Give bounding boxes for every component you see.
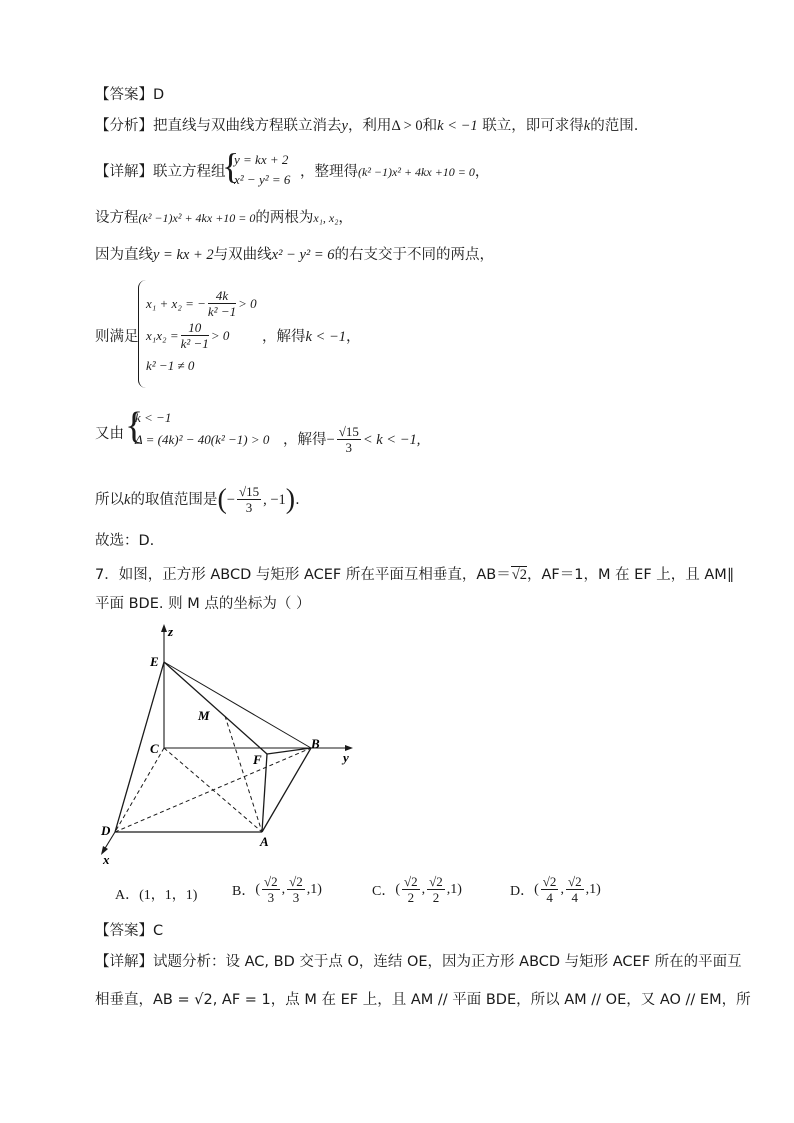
detail-text: 联立方程组: [153, 164, 226, 180]
numerator: 4k: [208, 288, 236, 304]
answer-line: [95, 85, 164, 105]
line-equation: y = kx + 2: [153, 247, 214, 263]
label-B: B: [311, 736, 320, 751]
option-b[interactable]: [232, 874, 322, 905]
option-label: A．: [115, 888, 140, 903]
fraction: [181, 320, 209, 351]
option-tail: ,1): [306, 881, 322, 897]
because-text: 的右支交于不同的两点，: [334, 247, 495, 263]
analysis-line: [95, 116, 638, 136]
condition-product: [146, 320, 229, 351]
also-condition-2: Δ = (4k)² − 40(k² −1) > 0: [135, 432, 270, 447]
also-condition-1: k < −1: [135, 410, 172, 425]
option-tail: ,1): [585, 881, 601, 897]
analysis-tag: 【分析】: [95, 118, 153, 134]
numerator: √2: [404, 874, 418, 889]
range-text: 所以: [95, 491, 124, 508]
label-D: D: [101, 823, 111, 838]
analysis-text: 把直线与双曲线方程联立消去: [153, 118, 342, 134]
tail-text: ，解得: [283, 431, 327, 448]
z-arrow-icon: [161, 624, 167, 632]
numerator: √2: [429, 874, 443, 889]
fraction: [208, 288, 236, 319]
numerator: √15: [338, 424, 359, 439]
paren-open: (: [395, 881, 401, 897]
left-brace: {: [222, 146, 240, 186]
option-text: (1，1，1): [139, 888, 198, 903]
quadratic-equation: (k² −1)x² + 4kx +10 = 0: [138, 211, 256, 225]
option-label: D．: [510, 883, 535, 899]
analysis-text: 和: [422, 118, 438, 134]
satisfy-lead: 则满足: [95, 329, 139, 345]
also-tail: [283, 424, 420, 455]
var-k: k: [124, 491, 131, 508]
edge-EB: [164, 662, 311, 748]
detail-continuation: [300, 162, 489, 182]
range-line: [95, 484, 300, 515]
analysis-text: 联立，即可求得: [477, 118, 584, 134]
answer-tag: 【答案】: [95, 87, 153, 103]
delta-condition: Δ > 0: [391, 118, 423, 134]
minus: −: [226, 491, 235, 508]
label-C: C: [150, 741, 159, 756]
label-A: A: [260, 834, 269, 849]
label-E: E: [150, 654, 159, 669]
denominator: k² −1: [180, 336, 209, 351]
edge-AB: [262, 748, 311, 832]
detail2-line2: 相垂直，AB = √2, AF = 1，点 M 在 EF 上，且 AM // 平面 BDE，所以 AM // OE，又 AO // EM，所: [95, 992, 751, 1008]
var-k: k: [583, 118, 591, 134]
answer-line: [95, 921, 163, 941]
denominator: 4: [546, 890, 553, 905]
minus: −: [326, 431, 335, 448]
satisfy-tail: [262, 327, 361, 347]
tail-text: ，解得: [262, 329, 306, 345]
denominator: 3: [292, 890, 300, 905]
because-line: [95, 245, 494, 265]
range-text: 的取值范围是: [130, 491, 218, 508]
answer-tag: 【答案】: [95, 923, 153, 939]
expr: x₁ + x₂ = −: [146, 295, 206, 311]
system-eq-1: y = kx + 2: [234, 152, 289, 167]
comma: ,: [281, 881, 286, 897]
label-y: y: [343, 750, 349, 765]
choose-line: 故选：D.: [95, 533, 155, 549]
numerator: √2: [542, 874, 557, 889]
label-x: x: [103, 852, 110, 865]
roots-text: 设方程: [95, 210, 139, 226]
label-M: M: [198, 708, 210, 723]
fraction: [337, 424, 361, 455]
paren-open: (: [217, 483, 227, 515]
edge-EF: [164, 662, 267, 754]
interval-end: , −1: [263, 491, 286, 508]
geometry-figure: [95, 620, 365, 865]
label-F: F: [253, 752, 262, 767]
option-tail: ,1): [446, 881, 462, 897]
k-result: k < −1: [305, 329, 347, 345]
expr: x₁x₂ =: [146, 327, 179, 343]
fraction: [402, 874, 420, 905]
question-7-line2: 平面 BDE. 则 M 点的坐标为（ ）: [95, 596, 311, 612]
condition-nonzero: k² −1 ≠ 0: [146, 358, 195, 373]
because-text: 与双曲线: [213, 247, 272, 263]
detail-tag: 【详解】: [95, 164, 153, 180]
root-vars: x₁, x₂: [313, 211, 339, 225]
question-text: 7．如图，正方形 ABCD 与矩形 ACEF 所在平面互相垂直，AB＝: [95, 567, 511, 583]
condition-sum: [146, 288, 257, 319]
paren-open: (: [255, 881, 261, 897]
numerator: √15: [238, 484, 260, 499]
detail-text: 试题分析：设 AC, BD 交于点 O，连结 OE，因为正方形 ABCD 与矩形 ACEF 所在的平面互: [153, 954, 742, 970]
edge-FA: [262, 754, 267, 832]
detail2-line1: [95, 952, 742, 972]
k-condition: k < −1: [437, 118, 478, 134]
expr: > 0: [210, 327, 230, 343]
numerator: √2: [264, 874, 278, 889]
expr: > 0: [238, 295, 257, 311]
detail-text: ，整理得: [300, 164, 358, 180]
punctuation: ，: [338, 210, 353, 226]
answer-value: D: [153, 87, 165, 103]
comma: ,: [421, 881, 426, 897]
comma: ,: [560, 881, 564, 897]
denominator: 4: [571, 890, 578, 905]
denominator: 2: [407, 890, 415, 905]
numerator: 10: [181, 320, 209, 336]
roots-line: [95, 208, 353, 228]
denominator: 3: [267, 890, 275, 905]
edge-CD: [115, 748, 164, 832]
punctuation: ，: [474, 164, 490, 180]
roots-text: 的两根为: [255, 210, 314, 226]
fraction: [427, 874, 445, 905]
fraction: [262, 874, 280, 905]
question-7-line1: [95, 565, 734, 585]
detail-tag: 【详解】: [95, 954, 153, 970]
fraction: [287, 874, 305, 905]
option-c[interactable]: [372, 874, 462, 905]
fraction: [237, 484, 261, 515]
inequality: < k < −1,: [362, 431, 421, 448]
var-y: y: [341, 118, 348, 134]
paren-close: ): [285, 483, 296, 515]
denominator: 3: [345, 440, 352, 455]
numerator: √2: [289, 874, 303, 889]
because-text: 因为直线: [95, 247, 153, 263]
option-label: B．: [232, 883, 256, 899]
detail-line: [95, 162, 226, 182]
quadratic-equation: (k² −1)x² + 4kx +10 = 0: [358, 165, 475, 179]
diagonal-CA: [164, 748, 262, 832]
analysis-text: 的范围.: [590, 118, 639, 134]
option-a[interactable]: [115, 884, 197, 904]
label-z: z: [168, 624, 174, 639]
denominator: 2: [432, 890, 440, 905]
option-d[interactable]: [510, 874, 601, 905]
left-brace: {: [125, 405, 144, 447]
system-eq-2: x² − y² = 6: [234, 172, 291, 187]
ab-value: √2: [511, 567, 527, 583]
fraction: [566, 874, 584, 905]
hyperbola-equation: x² − y² = 6: [271, 247, 335, 263]
denominator: k² −1: [207, 304, 237, 319]
punctuation: .: [295, 491, 300, 508]
option-label: C．: [372, 883, 396, 899]
answer-value: C: [153, 923, 164, 939]
question-text: ，AF＝1，M 在 EF 上，且 AM∥: [526, 567, 735, 583]
fraction: [541, 874, 559, 905]
numerator: √2: [567, 874, 582, 889]
also-lead: 又由: [95, 426, 124, 442]
denominator: 3: [245, 500, 253, 515]
punctuation: ，: [346, 329, 361, 345]
paren-open: (: [534, 881, 539, 897]
analysis-text: ，利用: [347, 118, 392, 134]
